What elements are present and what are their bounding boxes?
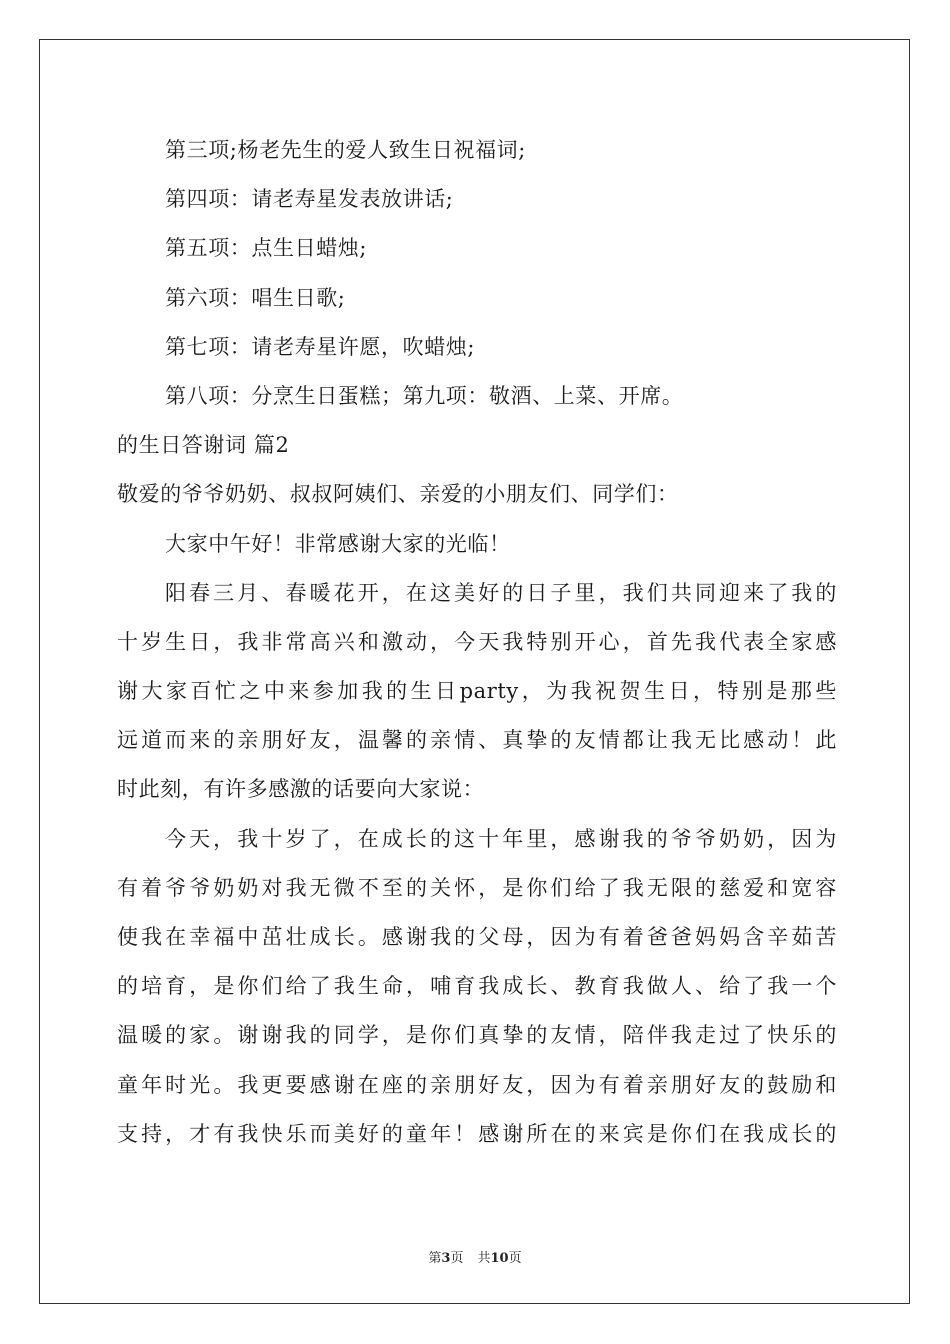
footer-total-suffix: 页 bbox=[508, 1251, 522, 1266]
paragraph-line: 有着爷爷奶奶对我无微不至的关怀，是你们给了我无限的慈爱和宽容 bbox=[117, 875, 837, 900]
list-item: 第三项;杨老先生的爱人致生日祝福词; bbox=[165, 138, 526, 162]
paragraph-line: 十岁生日，我非常高兴和激动，今天我特别开心，首先我代表全家感 bbox=[117, 629, 837, 654]
paragraph-line: 使我在幸福中茁壮成长。感谢我的父母，因为有着爸爸妈妈含辛茹苦 bbox=[117, 925, 837, 949]
footer-page-prefix: 第 bbox=[428, 1251, 442, 1266]
paragraph-line: 今天，我十岁了，在成长的这十年里，感谢我的爷爷奶奶，因为 bbox=[165, 826, 837, 851]
list-item: 第五项：点生日蜡烛; bbox=[165, 236, 368, 261]
list-item: 第七项：请老寿星许愿，吹蜡烛; bbox=[165, 334, 476, 359]
paragraph-2 bbox=[117, 815, 837, 1159]
paragraph-line: 温暖的家。谢谢我的同学，是你们真挚的友情，陪伴我走过了快乐的 bbox=[117, 1023, 837, 1048]
footer-page-number: 3 bbox=[441, 1251, 451, 1266]
page-footer bbox=[0, 1247, 950, 1266]
greeting: 大家中午好！非常感谢大家的光临！ bbox=[165, 531, 511, 556]
section-heading: 的生日答谢词 篇2 bbox=[117, 433, 290, 458]
list-item: 第八项：分烹生日蛋糕；第九项：敬酒、上菜、开席。 bbox=[165, 383, 684, 408]
paragraph-line: 支持，才有我快乐而美好的童年！感谢所在的来宾是你们在我成长的 bbox=[117, 1121, 837, 1146]
paragraph-1 bbox=[117, 569, 837, 815]
paragraph-line: 童年时光。我更要感谢在座的亲朋好友，因为有着亲朋好友的鼓励和 bbox=[117, 1072, 837, 1097]
document-body bbox=[117, 126, 837, 1159]
footer-total-prefix: 共 bbox=[477, 1251, 491, 1266]
list-item: 第六项：唱生日歌; bbox=[165, 285, 346, 310]
paragraph-line: 谢大家百忙之中来参加我的生日party，为我祝贺生日，特别是那些 bbox=[117, 679, 837, 704]
paragraph-line: 远道而来的亲朋好友，温馨的亲情、真挚的友情都让我无比感动！此 bbox=[117, 728, 837, 753]
footer-total-pages: 10 bbox=[490, 1251, 509, 1266]
paragraph-line: 时此刻，有许多感激的话要向大家说： bbox=[117, 777, 485, 802]
list-item: 第四项：请老寿星发表放讲话; bbox=[165, 187, 454, 212]
footer-page-suffix: 页 bbox=[450, 1251, 464, 1266]
paragraph-line: 阳春三月、春暖花开，在这美好的日子里，我们共同迎来了我的 bbox=[165, 580, 837, 605]
paragraph-line: 的培育，是你们给了我生命，哺育我成长、教育我做人、给了我一个 bbox=[117, 974, 837, 999]
salutation: 敬爱的爷爷奶奶、叔叔阿姨们、亲爱的小朋友们、同学们： bbox=[117, 482, 679, 507]
